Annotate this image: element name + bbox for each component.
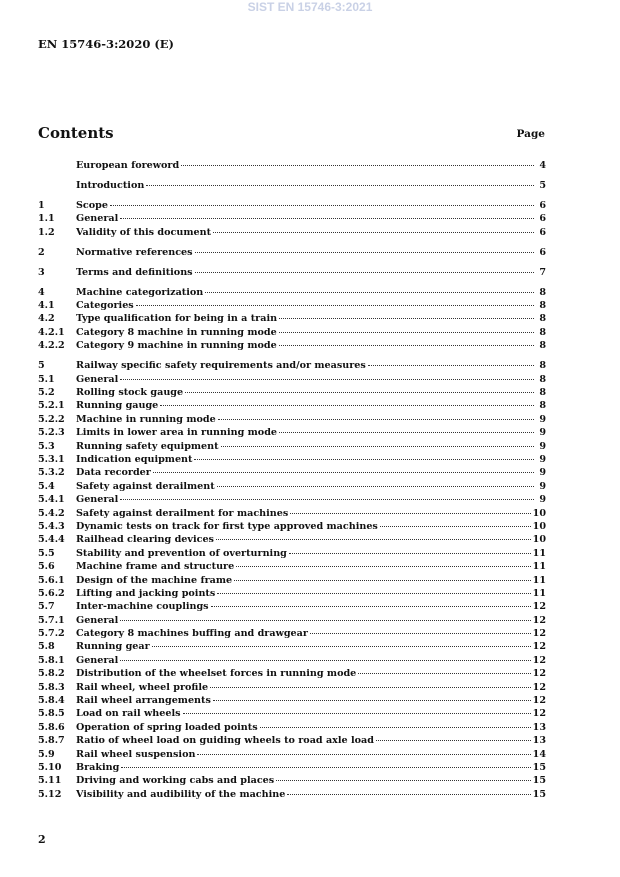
dot-leader bbox=[213, 699, 531, 701]
toc-entry-title: Introduction bbox=[76, 179, 145, 191]
toc-entry-number: 5.2.2 bbox=[38, 413, 65, 425]
toc-entry[interactable] bbox=[38, 339, 546, 352]
toc-entry-number: 5.6.2 bbox=[38, 587, 65, 599]
toc-entry[interactable] bbox=[38, 426, 546, 439]
dot-leader bbox=[121, 766, 530, 768]
toc-entry[interactable] bbox=[38, 286, 546, 299]
toc-entry-page: 12 bbox=[532, 708, 546, 720]
toc-entry[interactable] bbox=[38, 547, 546, 560]
page-column-label: Page bbox=[516, 128, 545, 140]
dot-leader bbox=[290, 512, 530, 514]
toc-entry-number: 5.4 bbox=[38, 480, 55, 492]
toc-entry[interactable] bbox=[38, 774, 546, 787]
toc-entry-title: Safety against derailment bbox=[76, 480, 215, 492]
dot-leader bbox=[287, 793, 530, 795]
toc-entry-title: General bbox=[76, 494, 119, 506]
toc-entry-page: 8 bbox=[539, 400, 546, 412]
toc-entry-page: 8 bbox=[539, 313, 546, 325]
toc-entry-title: Category 8 machines buffing and drawgear bbox=[76, 628, 308, 640]
toc-entry-page: 7 bbox=[539, 266, 546, 278]
toc-entry-page: 9 bbox=[539, 440, 546, 452]
toc-entry-title: Rail wheel arrangements bbox=[76, 695, 211, 707]
dot-leader bbox=[234, 579, 531, 581]
toc-entry-number: 1.2 bbox=[38, 226, 55, 238]
toc-entry[interactable] bbox=[38, 507, 546, 520]
toc-entry-title: Visibility and audibility of the machine bbox=[76, 788, 286, 800]
toc-entry-title: General bbox=[76, 654, 119, 666]
dot-leader bbox=[236, 565, 530, 567]
toc-entry[interactable] bbox=[38, 212, 546, 225]
toc-entry[interactable] bbox=[38, 614, 546, 627]
toc-entry-page: 9 bbox=[539, 427, 546, 439]
toc-entry-title: Indication equipment bbox=[76, 453, 193, 465]
toc-entry[interactable] bbox=[38, 440, 546, 453]
toc-entry-number: 5.1 bbox=[38, 373, 55, 385]
dot-leader bbox=[160, 404, 534, 406]
toc-entry[interactable] bbox=[38, 312, 546, 325]
toc-entry-title: Category 8 machine in running mode bbox=[76, 326, 277, 338]
toc-entry-number: 5.8.2 bbox=[38, 668, 65, 680]
toc-entry-page: 12 bbox=[532, 681, 546, 693]
toc-entry-page: 12 bbox=[532, 628, 546, 640]
toc-entry-page: 12 bbox=[532, 668, 546, 680]
toc-entry[interactable] bbox=[38, 574, 546, 587]
toc-entry[interactable] bbox=[38, 788, 546, 801]
toc-entry-number: 5.6 bbox=[38, 561, 55, 573]
toc-entry-number: 5.5 bbox=[38, 547, 55, 559]
toc-entry-page: 10 bbox=[532, 534, 546, 546]
toc-entry-title: Categories bbox=[76, 300, 134, 312]
toc-entry-page: 10 bbox=[532, 507, 546, 519]
toc-entry[interactable] bbox=[38, 359, 546, 372]
toc-entry-page: 6 bbox=[539, 213, 546, 225]
toc-entry-title: Machine in running mode bbox=[76, 413, 216, 425]
toc-entry-page: 15 bbox=[532, 761, 546, 773]
toc-entry-title: Railhead clearing devices bbox=[76, 534, 214, 546]
toc-entry[interactable] bbox=[38, 707, 546, 720]
toc-entry-title: Terms and definitions bbox=[76, 266, 193, 278]
toc-entry[interactable] bbox=[38, 600, 546, 613]
toc-entry[interactable] bbox=[38, 533, 546, 546]
toc-entry-title: General bbox=[76, 213, 119, 225]
toc-entry[interactable] bbox=[38, 721, 546, 734]
toc-entry-page: 9 bbox=[539, 467, 546, 479]
dot-leader bbox=[152, 645, 531, 647]
toc-entry-number: 5.10 bbox=[38, 761, 62, 773]
toc-entry-title: Load on rail wheels bbox=[76, 708, 181, 720]
dot-leader bbox=[218, 418, 534, 420]
toc-entry[interactable] bbox=[38, 640, 546, 653]
toc-entry[interactable] bbox=[38, 399, 546, 412]
toc-entry-number: 4.2 bbox=[38, 313, 55, 325]
toc-entry-page: 11 bbox=[532, 561, 546, 573]
toc-entry-page: 8 bbox=[539, 286, 546, 298]
toc-entry-page: 12 bbox=[532, 614, 546, 626]
toc-entry-number: 1.1 bbox=[38, 213, 55, 225]
toc-entry-page: 13 bbox=[532, 735, 546, 747]
toc-entry-title: Design of the machine frame bbox=[76, 574, 233, 586]
toc-entry-title: Limits in lower area in running mode bbox=[76, 427, 278, 439]
toc-entry-page: 11 bbox=[532, 547, 546, 559]
toc-entry[interactable] bbox=[38, 587, 546, 600]
toc-entry-title: European foreword bbox=[76, 160, 180, 171]
toc-entry[interactable] bbox=[38, 326, 546, 339]
toc-entry-title: Validity of this document bbox=[76, 226, 212, 238]
dot-leader bbox=[120, 619, 530, 621]
toc-entry-number: 5.6.1 bbox=[38, 574, 65, 586]
toc-entry-title: Inter-machine couplings bbox=[76, 601, 209, 613]
toc-entry-title: Scope bbox=[76, 199, 108, 211]
toc-entry-title: Machine frame and structure bbox=[76, 561, 235, 573]
page-number: 2 bbox=[38, 833, 46, 846]
dot-leader bbox=[153, 471, 534, 473]
toc-entry[interactable] bbox=[38, 453, 546, 466]
dot-leader bbox=[195, 271, 534, 273]
toc-entry-number: 5.4.2 bbox=[38, 507, 65, 519]
toc-entry-title: Operation of spring loaded points bbox=[76, 721, 258, 733]
toc-entry[interactable] bbox=[38, 413, 546, 426]
dot-leader bbox=[260, 726, 531, 728]
toc-entry[interactable] bbox=[38, 520, 546, 533]
toc-entry-title: Machine categorization bbox=[76, 286, 204, 298]
toc-entry-title: Stability and prevention of overturning bbox=[76, 547, 287, 559]
dot-leader bbox=[120, 498, 534, 500]
toc-entry-number: 5.8.6 bbox=[38, 721, 65, 733]
toc-entry-number: 5.3.2 bbox=[38, 467, 65, 479]
toc-entry-number: 5.9 bbox=[38, 748, 55, 760]
dot-leader bbox=[211, 605, 531, 607]
toc-entry-page: 6 bbox=[539, 226, 546, 238]
dot-leader bbox=[217, 592, 530, 594]
dot-leader bbox=[120, 659, 530, 661]
toc-entry-title: Driving and working cabs and places bbox=[76, 775, 275, 787]
toc-entry[interactable] bbox=[38, 667, 546, 680]
toc-entry-page: 8 bbox=[539, 326, 546, 338]
dot-leader bbox=[197, 753, 530, 755]
dot-leader bbox=[210, 686, 531, 688]
dot-leader bbox=[279, 431, 534, 433]
toc-entry[interactable] bbox=[38, 761, 546, 774]
toc-entry-page: 13 bbox=[532, 721, 546, 733]
toc-entry-number: 5.2 bbox=[38, 387, 55, 399]
toc-entry-number: 5.8.3 bbox=[38, 681, 65, 693]
dot-leader bbox=[205, 291, 534, 293]
toc-entry[interactable] bbox=[38, 299, 546, 312]
toc-entry-title: Running safety equipment bbox=[76, 440, 219, 452]
toc-entry-page: 6 bbox=[539, 199, 546, 211]
toc-entry[interactable] bbox=[38, 179, 546, 192]
toc-entry-number: 2 bbox=[38, 246, 45, 258]
toc-entry-title: Lifting and jacking points bbox=[76, 587, 216, 599]
toc-entry-title: General bbox=[76, 373, 119, 385]
toc-entry-page: 4 bbox=[539, 160, 546, 171]
toc-entry[interactable] bbox=[38, 480, 546, 493]
dot-leader bbox=[110, 204, 534, 206]
toc-entry-number: 4.1 bbox=[38, 300, 55, 312]
toc-entry-number: 5.4.4 bbox=[38, 534, 65, 546]
dot-leader bbox=[120, 378, 534, 380]
toc-entry-page: 12 bbox=[532, 695, 546, 707]
dot-leader bbox=[146, 184, 534, 186]
toc-entry-title: Distribution of the wheelset forces in running mode bbox=[76, 668, 357, 680]
toc-entry-number: 5.2.1 bbox=[38, 400, 65, 412]
toc-entry-page: 8 bbox=[539, 340, 546, 352]
toc-entry-title: Dynamic tests on track for first type approved machines bbox=[76, 520, 378, 532]
toc-entry-title: Type qualification for being in a train bbox=[76, 313, 278, 325]
toc-entry-number: 5.11 bbox=[38, 775, 62, 787]
toc-entry-page: 15 bbox=[532, 775, 546, 787]
toc-entry[interactable] bbox=[38, 266, 546, 279]
dot-leader bbox=[136, 304, 534, 306]
toc-entry-page: 8 bbox=[539, 360, 546, 372]
dot-leader bbox=[380, 525, 531, 527]
toc-entry-page: 12 bbox=[532, 601, 546, 613]
dot-leader bbox=[221, 445, 534, 447]
toc-entry-page: 11 bbox=[532, 587, 546, 599]
toc-entry-page: 9 bbox=[539, 494, 546, 506]
toc-entry[interactable] bbox=[38, 654, 546, 667]
toc-entry-number: 4 bbox=[38, 286, 45, 298]
dot-leader bbox=[276, 779, 530, 781]
toc-entry-page: 8 bbox=[539, 373, 546, 385]
toc-entry[interactable] bbox=[38, 226, 546, 239]
dot-leader bbox=[279, 344, 534, 346]
dot-leader bbox=[358, 672, 530, 674]
toc-entry[interactable] bbox=[38, 627, 546, 640]
toc-entry[interactable] bbox=[38, 493, 546, 506]
toc-entry-page: 9 bbox=[539, 413, 546, 425]
toc-entry-title: Railway specific safety requirements and/or measures bbox=[76, 360, 366, 372]
dot-leader bbox=[368, 364, 534, 366]
toc-entry-title: General bbox=[76, 614, 119, 626]
dot-leader bbox=[310, 632, 531, 634]
toc-entry[interactable] bbox=[38, 466, 546, 479]
toc-entry-page: 14 bbox=[532, 748, 546, 760]
dot-leader bbox=[289, 552, 531, 554]
toc-entry-number: 5.3.1 bbox=[38, 453, 65, 465]
toc-entry-title: Braking bbox=[76, 761, 120, 773]
toc-entry[interactable] bbox=[38, 373, 546, 386]
watermark: SIST EN 15746-3:2021 bbox=[247, 0, 373, 14]
toc-entry-title: Running gear bbox=[76, 641, 150, 653]
toc-entry-title: Data recorder bbox=[76, 467, 151, 479]
toc-entry-number: 5.8.7 bbox=[38, 735, 65, 747]
toc-entry-title: Rolling stock gauge bbox=[76, 387, 184, 399]
toc-entry-title: Rail wheel, wheel profile bbox=[76, 681, 209, 693]
toc-entry-number: 5.12 bbox=[38, 788, 62, 800]
dot-leader bbox=[183, 712, 531, 714]
toc-entry-number: 5.8 bbox=[38, 641, 55, 653]
toc-entry-number: 4.2.2 bbox=[38, 340, 65, 352]
dot-leader bbox=[279, 331, 534, 333]
toc-entry-page: 5 bbox=[539, 179, 546, 191]
toc-entry-number: 4.2.1 bbox=[38, 326, 65, 338]
toc-entry-title: Safety against derailment for machines bbox=[76, 507, 289, 519]
toc-entry-number: 5.4.3 bbox=[38, 520, 65, 532]
toc-entry-number: 5.7.1 bbox=[38, 614, 65, 626]
toc-entry-number: 5.8.5 bbox=[38, 708, 65, 720]
dot-leader bbox=[213, 231, 534, 233]
toc-entry-page: 11 bbox=[532, 574, 546, 586]
toc-entry-page: 8 bbox=[539, 300, 546, 312]
toc-entry-page: 12 bbox=[532, 654, 546, 666]
toc-entry-page: 12 bbox=[532, 641, 546, 653]
dot-leader bbox=[120, 217, 534, 219]
toc-entry-title: Ratio of wheel load on guiding wheels to road axle load bbox=[76, 735, 374, 747]
dot-leader bbox=[279, 317, 534, 319]
contents-title: Contents bbox=[38, 124, 114, 142]
dot-leader bbox=[185, 391, 534, 393]
toc-entry-page: 9 bbox=[539, 480, 546, 492]
toc-entry[interactable] bbox=[38, 560, 546, 573]
dot-leader bbox=[181, 164, 534, 166]
toc-entry-number: 5 bbox=[38, 360, 45, 372]
toc-entry[interactable] bbox=[38, 694, 546, 707]
toc-entry[interactable] bbox=[38, 748, 546, 761]
dot-leader bbox=[216, 538, 531, 540]
toc-entry-number: 5.2.3 bbox=[38, 427, 65, 439]
toc-entry-title: Normative references bbox=[76, 246, 193, 258]
toc-entry-number: 5.8.4 bbox=[38, 695, 65, 707]
toc-entry-number: 3 bbox=[38, 266, 45, 278]
table-of-contents bbox=[38, 159, 546, 801]
toc-entry-page: 15 bbox=[532, 788, 546, 800]
toc-entry-page: 6 bbox=[539, 246, 546, 258]
toc-entry-page: 10 bbox=[532, 520, 546, 532]
dot-leader bbox=[217, 485, 534, 487]
toc-entry-number: 5.4.1 bbox=[38, 494, 65, 506]
dot-leader bbox=[194, 458, 534, 460]
toc-entry[interactable] bbox=[38, 159, 546, 172]
dot-leader bbox=[195, 251, 534, 253]
toc-entry-title: Category 9 machine in running mode bbox=[76, 340, 277, 352]
toc-entry[interactable] bbox=[38, 246, 546, 259]
toc-entry[interactable] bbox=[38, 734, 546, 747]
toc-entry[interactable] bbox=[38, 681, 546, 694]
toc-entry[interactable] bbox=[38, 199, 546, 212]
toc-entry-number: 5.7.2 bbox=[38, 628, 65, 640]
toc-entry-number: 5.8.1 bbox=[38, 654, 65, 666]
document-header: EN 15746-3:2020 (E) bbox=[38, 37, 174, 51]
toc-entry-page: 9 bbox=[539, 453, 546, 465]
toc-entry[interactable] bbox=[38, 386, 546, 399]
toc-entry-number: 5.3 bbox=[38, 440, 55, 452]
toc-entry-page: 8 bbox=[539, 387, 546, 399]
toc-entry-title: Running gauge bbox=[76, 400, 159, 412]
toc-entry-number: 5.7 bbox=[38, 601, 55, 613]
dot-leader bbox=[376, 739, 531, 741]
toc-entry-number: 1 bbox=[38, 199, 45, 211]
toc-entry-title: Rail wheel suspension bbox=[76, 748, 196, 760]
